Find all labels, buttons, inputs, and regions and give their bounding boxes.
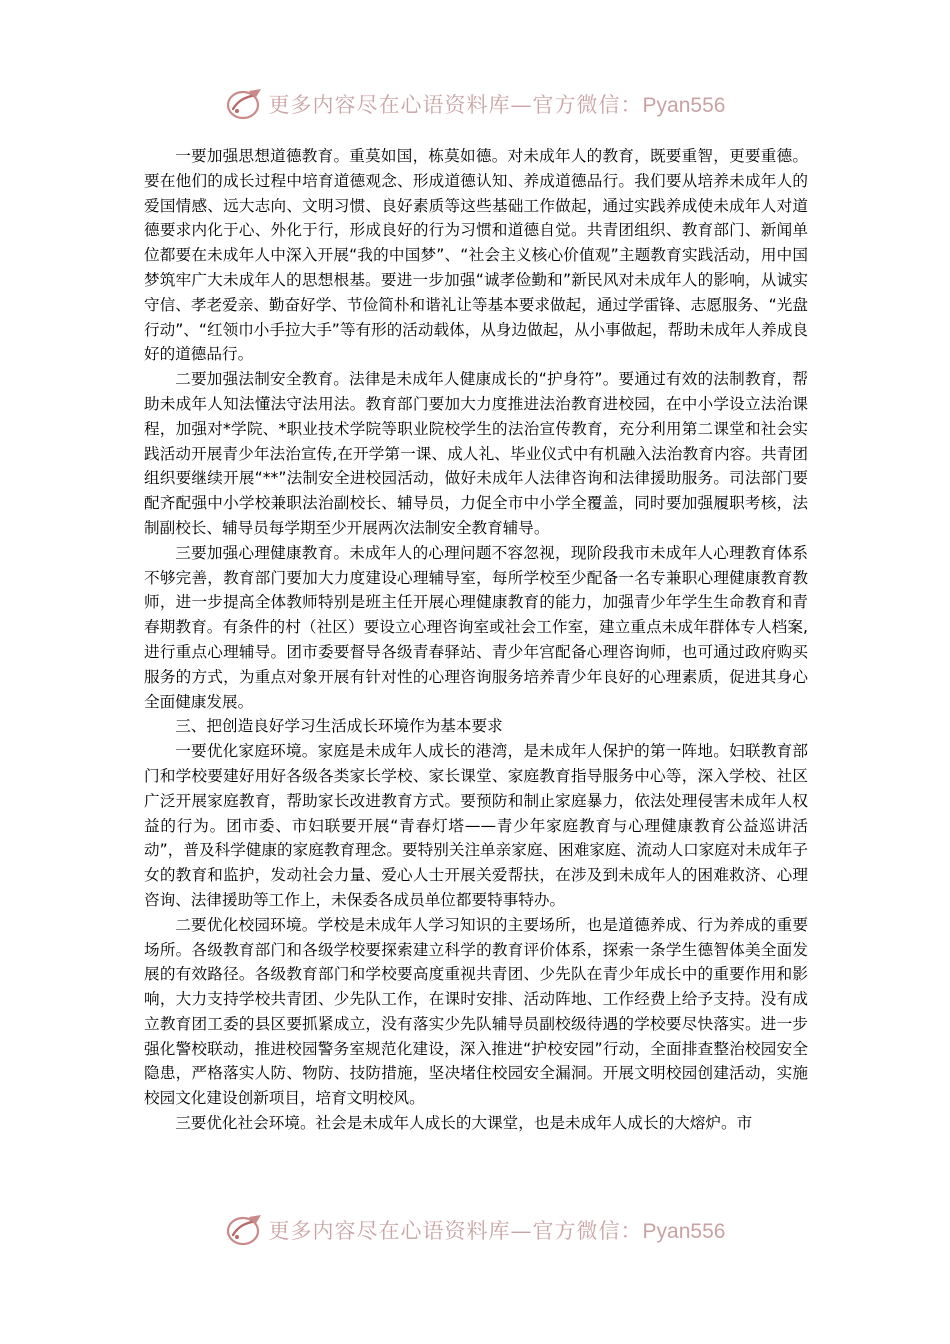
header-watermark <box>0 84 950 124</box>
paragraph-family-environment: 一要优化家庭环境。家庭是未成年人成长的港湾，是未成年人保护的第一阵地。妇联教育部门和学校要建好用好各级各类家长学校、家长课堂、家庭教育指导服务中心等，深入学校、社区广泛开展家庭教育，帮助家长改进教育方式。要预防和制止家庭暴力，依法处理侵害未成年人权益的行为。团市委、市妇联要开展“青春灯塔——青少年家庭教育与心理健康教育公益巡讲活动”，普及科学健康的家庭教育理念。要特别关注单亲家庭、困难家庭、流动人口家庭对未成年子女的教育和监护，发动社会力量、爱心人士开展关爱帮扶，在涉及到未成年人的困难救济、心理咨询、法律援助等工作上，未保委各成员单位都要特事特办。 <box>144 742 808 909</box>
paragraph-mental-health-education: 三要加强心理健康教育。未成年人的心理问题不容忽视，现阶段我市未成年人心理教育体系不够完善，教育部门要加大力度建设心理辅导室，每所学校至少配备一名专兼职心理健康教育教师，进一步提高全体教师特别是班主任开展心理健康教育的能力，加强青少年学生生命教育和青春期教育。有条件的村（社区）要设立心理咨询室或社会工作室，建立重点未成年群体专人档案,进行重点心理辅导。团市委要督导各级青春驿站、青少年宫配备心理咨询师，也可通过政府购买服务的方式，为重点对象开展有针对性的心理咨询服务培养青少年良好的心理素质，促进其身心全面健康发展。 <box>144 543 808 711</box>
document-body <box>144 144 808 1136</box>
paragraph-campus-environment: 二要优化校园环境。学校是未成年人学习知识的主要场所，也是道德养成、行为养成的重要场所。各级教育部门和各级学校要探索建立科学的教育评价体系，探索一条学生德智体美全面发展的有效路径。各级教育部门和学校要高度重视共青团、少先队在青少年成长中的重要作用和影响，大力支持学校共青团、少先队工作，在课时安排、活动阵地、工作经费上给予支持。没有成立教育团工委的县区要抓紧成立，没有落实少先队辅导员副校级待遇的学校要尽快落实。进一步强化警校联动，推进校园警务室规范化建设，深入推进“护校安园”行动，全面排查整治校园安全隐患，严格落实人防、物防、技防措施，坚决堵住校园安全漏洞。开展文明校园创建活动，实施校园文化建设创新项目，培育文明校风。 <box>144 915 808 1108</box>
paragraph-moral-education: 一要加强思想道德教育。重莫如国，栋莫如德。对未成年人的教育，既要重智，更要重德。要在他们的成长过程中培育道德观念、形成道德认知、养成道德品行。我们要从培养未成年人的爱国情感、远大志向、文明习惯、良好素质等这些基础工作做起，通过实践养成使未成年人对道德要求内化于心、外化于行，形成良好的行为习惯和道德自觉。共青团组织、教育部门、新闻单位都要在未成年人中深入开展“我的中国梦”、“社会主义核心价值观”主题教育实践活动，用中国梦筑牢广大未成年人的思想根基。要进一步加强“诚孝俭勤和”新民风对未成年人的影响，从诚实守信、孝老爱亲、勤奋好学、节俭简朴和谐礼让等基本要求做起，通过学雷锋、志愿服务、“光盘行动”、“红领巾小手拉大手”等有形的活动载体，从身边做起，从小事做起，帮助未成年人养成良好的道德品行。 <box>144 147 808 364</box>
paragraph-social-environment: 三要优化社会环境。社会是未成年人成长的大课堂，也是未成年人成长的大熔炉。市 <box>175 1114 753 1133</box>
watermark-text: 更多内容尽在心语资料库—官方微信：Pyan556 <box>268 93 726 117</box>
watermark-text: 更多内容尽在心语资料库—官方微信：Pyan556 <box>268 1219 726 1243</box>
watermark-handle: Pyan556 <box>642 94 726 117</box>
section-heading: 三、把创造良好学习生活成长环境作为基本要求 <box>175 717 503 736</box>
watermark-handle: Pyan556 <box>642 1220 726 1243</box>
pen-logo-icon <box>225 87 265 121</box>
paragraph-legal-education: 二要加强法制安全教育。法律是未成年人健康成长的“护身符”。要通过有效的法制教育，帮助未成年人知法懂法守法用法。教育部门要加大力度推进法治教育进校园，在中小学设立法治课程，加强对*学院、*职业技术学院等职业院校学生的法治宣传教育，充分利用第二课堂和社会实践活动开展青少年法治宣传,在开学第一课、成人礼、毕业仪式中有机融入法治教育内容。共青团组织要继续开展“**”法制安全进校园活动，做好未成年人法律咨询和法律援助服务。司法部门要配齐配强中小学校兼职法治副校长、辅导员，力促全市中小学全覆盖，同时要加强履职考核，法制副校长、辅导员每学期至少开展两次法制安全教育辅导。 <box>144 370 808 537</box>
footer-watermark <box>0 1210 950 1250</box>
pen-logo-icon <box>225 1213 265 1247</box>
